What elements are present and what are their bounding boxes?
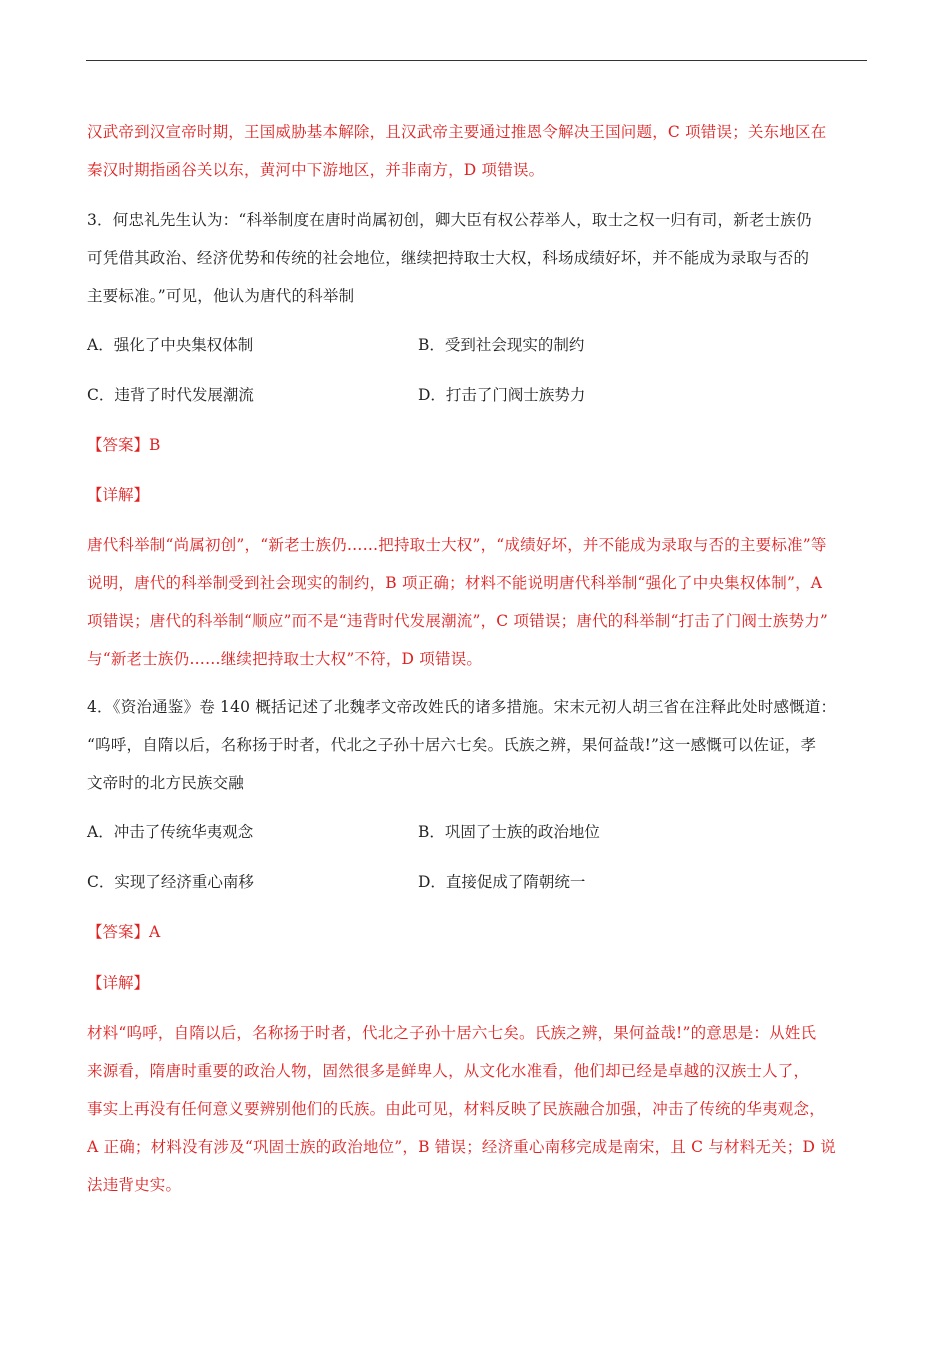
q4-detail-line: 事实上再没有任何意义要辨别他们的氏族。由此可见，材料反映了民族融合加强，冲击了传统的华夷观念， [87,1100,825,1118]
q4-detail-line: 法违背史实。 [87,1176,182,1194]
options-row [87,383,867,433]
q4-stem-line: 文帝时的北方民族交融 [87,774,245,792]
q3-detail [87,526,867,678]
q3-stem-line: 3．何忠礼先生认为：“科举制度在唐时尚属初创，卿大臣有权公荐举人，取士之权一归有司，新老士族仍 [87,211,812,229]
q3-detail-line: 说明，唐代的科举制受到社会现实的制约，B 项正确；材料不能说明唐代科举制“强化了中央集权体制”，A [87,574,823,592]
q3-detail-label: 【详解】 [87,486,150,504]
q4-answer: 【答案】A [87,923,161,941]
options-row [87,333,867,383]
intro-explanation [87,113,867,189]
option-b: B．受到社会现实的制约 [418,336,585,354]
q4-detail-line: A 正确；材料没有涉及“巩固士族的政治地位”，B 错误；经济重心南移完成是南宋，且 C 与材料无关；D 说 [87,1138,836,1156]
option-a: A．冲击了传统华夷观念 [87,823,254,841]
question-3-stem [87,201,867,315]
q3-detail-line: 项错误；唐代的科举制“顺应”而不是“违背时代发展潮流”，C 项错误；唐代的科举制“打击了门阀士族势力” [87,612,829,630]
question-4-options [87,820,867,920]
q3-stem-line: 可凭借其政治、经济优势和传统的社会地位，继续把持取士大权，科场成绩好坏，并不能成为录取与否的 [87,249,810,267]
q3-answer: 【答案】B [87,436,161,454]
q3-detail-line: 唐代科举制“尚属初创”，“新老士族仍……把持取士大权”，“成绩好坏，并不能成为录取与否的主要标准”等 [87,536,827,554]
options-row [87,870,867,920]
option-b: B．巩固了士族的政治地位 [418,823,600,841]
q4-detail-label: 【详解】 [87,974,150,992]
q3-detail-line: 与“新老士族仍……继续把持取士大权”不符，D 项错误。 [87,650,483,668]
option-d: D．直接促成了隋朝统一 [418,873,586,891]
option-c: C．实现了经济重心南移 [87,873,254,891]
option-d: D．打击了门阀士族势力 [418,386,586,404]
question-4-stem [87,688,867,802]
option-c: C．违背了时代发展潮流 [87,386,254,404]
q4-detail [87,1014,867,1204]
options-row [87,820,867,870]
option-a: A．强化了中央集权体制 [87,336,254,354]
q4-stem-line: “呜呼，自隋以后，名称扬于时者，代北之子孙十居六七矣。氏族之辨，果何益哉!”这一感慨可以佐证，孝 [87,736,817,754]
q3-stem-line: 主要标准。”可见，他认为唐代的科举制 [87,287,355,305]
q4-detail-line: 来源看，隋唐时重要的政治人物，固然很多是鲜卑人，从文化水准看，他们却已经是卓越的汉族士人了， [87,1062,810,1080]
q4-stem-line: 4．《资治通鉴》卷 140 概括记述了北魏孝文帝改姓氏的诸多措施。宋末元初人胡三省在注释此处时感慨道： [87,698,837,716]
intro-line: 秦汉时期指函谷关以东，黄河中下游地区，并非南方，D 项错误。 [87,161,545,179]
header-rule [86,60,867,61]
question-3-options [87,333,867,433]
intro-line: 汉武帝到汉宣帝时期，王国威胁基本解除，且汉武帝主要通过推恩令解决王国问题，C 项错误；关东地区在 [87,123,827,141]
q4-detail-line: 材料“呜呼，自隋以后，名称扬于时者，代北之子孙十居六七矣。氏族之辨，果何益哉!”的意思是：从姓氏 [87,1024,817,1042]
